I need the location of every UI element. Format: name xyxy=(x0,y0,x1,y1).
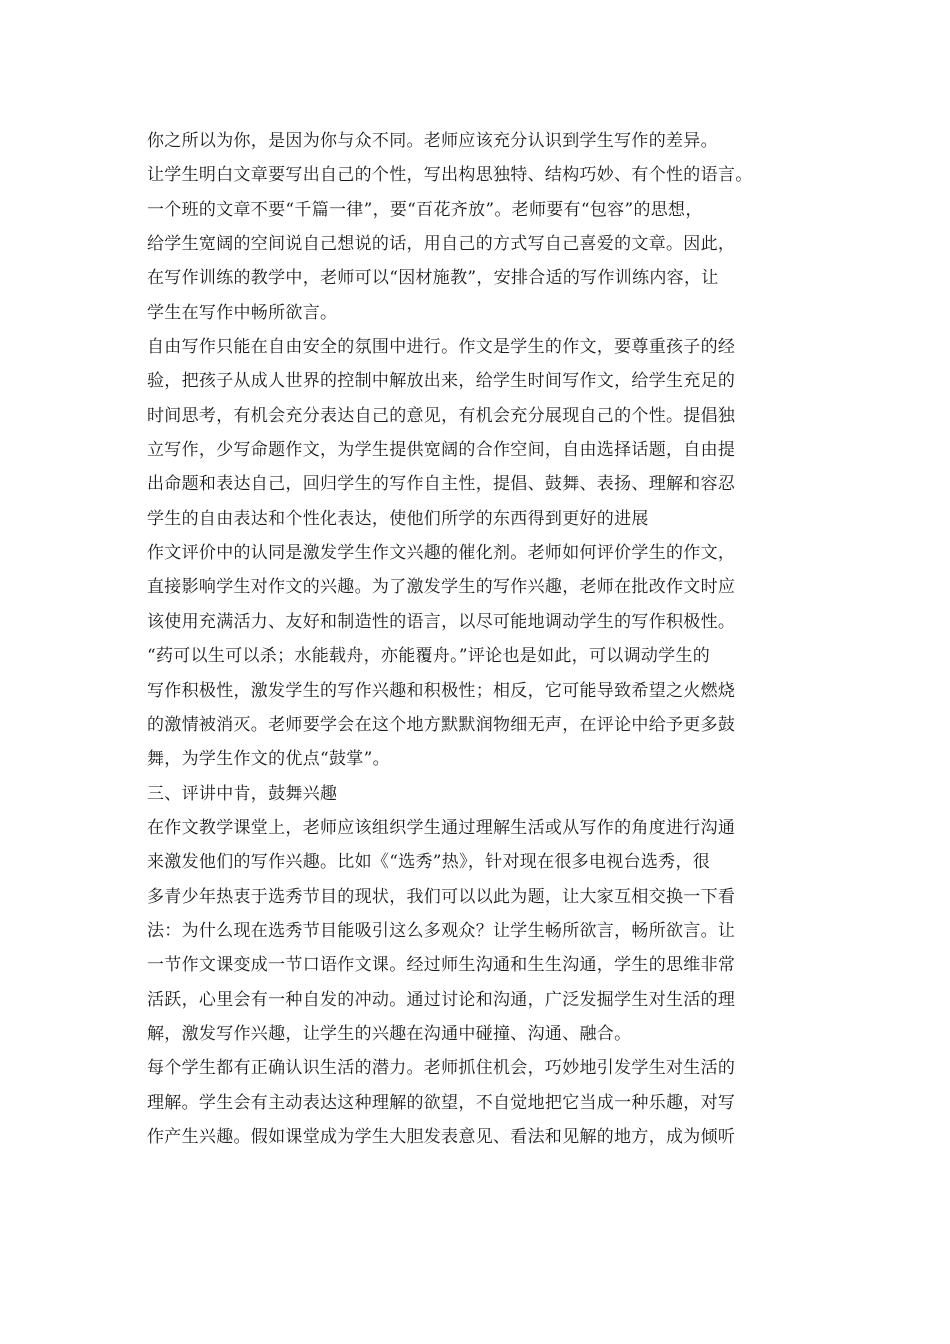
text-line: 解，激发写作兴趣，让学生的兴趣在沟通中碰撞、沟通、融合。 xyxy=(147,1023,632,1044)
text-line: 出命题和表达自己，回归学生的写作自主性，提倡、鼓舞、表扬、理解和容忍 xyxy=(147,474,736,495)
text-line: 来激发他们的写作兴趣。比如《“选秀”热》，针对现在很多电视台选秀，很 xyxy=(147,852,711,873)
text-line: 舞，为学生作文的优点“鼓掌”。 xyxy=(147,749,390,770)
text-line: 让学生明白文章要写出自己的个性，写出构思独特、结构巧妙、有个性的语言。 xyxy=(147,165,753,186)
text-line: 写作积极性，激发学生的写作兴趣和积极性；相反，它可能导致希望之火燃烧 xyxy=(147,680,736,701)
text-line: 验，把孩子从成人世界的控制中解放出来，给学生时间写作文，给学生充足的 xyxy=(147,371,736,392)
text-line: 一个班的文章不要“千篇一律”，要“百花齐放”。老师要有“包容”的思想， xyxy=(147,199,703,220)
text-line: 学生的自由表达和个性化表达，使他们所学的东西得到更好的进展 xyxy=(147,508,649,529)
text-line: 法：为什么现在选秀节目能吸引这么多观众？让学生畅所欲言，畅所欲言。让 xyxy=(147,920,736,941)
text-line: 一节作文课变成一节口语作文课。经过师生沟通和生生沟通，学生的思维非常 xyxy=(147,955,736,976)
text-line: 立写作，少写命题作文，为学生提供宽阔的合作空间，自由选择话题，自由提 xyxy=(147,440,736,461)
text-line: 作产生兴趣。假如课堂成为学生大胆发表意见、看法和见解的地方，成为倾听 xyxy=(147,1126,736,1147)
text-line: 的激情被消灭。老师要学会在这个地方默默润物细无声，在评论中给予更多鼓 xyxy=(147,714,736,735)
text-line: 你之所以为你，是因为你与众不同。老师应该充分认识到学生写作的差异。 xyxy=(147,131,718,151)
text-line: 自由写作只能在自由安全的氛围中进行。作文是学生的作文，要尊重孩子的经 xyxy=(147,337,736,358)
text-line: 每个学生都有正确认识生活的潜力。老师抓住机会，巧妙地引发学生对生活的 xyxy=(147,1058,736,1079)
text-line: 学生在写作中畅所欲言。 xyxy=(147,302,338,323)
text-line: 直接影响学生对作文的兴趣。为了激发学生的写作兴趣，老师在批改作文时应 xyxy=(147,577,736,598)
section-heading: 三、评讲中肯，鼓舞兴趣 xyxy=(147,783,338,804)
text-line: 在作文教学课堂上，老师应该组织学生通过理解生活或从写作的角度进行沟通 xyxy=(147,817,736,838)
text-line: 该使用充满活力、友好和制造性的语言，以尽可能地调动学生的写作积极性。 xyxy=(147,611,736,632)
text-line: 多青少年热衷于选秀节目的现状，我们可以以此为题，让大家互相交换一下看 xyxy=(147,886,736,907)
text-line: 在写作训练的教学中，老师可以“因材施教”，安排合适的写作训练内容，让 xyxy=(147,268,719,289)
text-line: “药可以生可以杀；水能载舟，亦能覆舟。”评论也是如此，可以调动学生的 xyxy=(147,646,711,667)
text-line: 给学生宽阔的空间说自己想说的话，用自己的方式写自己喜爱的文章。因此， xyxy=(147,234,736,255)
text-line: 作文评价中的认同是激发学生作文兴趣的催化剂。老师如何评价学生的作文， xyxy=(147,543,736,564)
text-line: 理解。学生会有主动表达这种理解的欲望，不自觉地把它当成一种乐趣，对写 xyxy=(147,1092,736,1113)
body-text xyxy=(147,124,807,1154)
text-line: 活跃，心里会有一种自发的冲动。通过讨论和沟通，广泛发掘学生对生活的理 xyxy=(147,989,736,1010)
text-line: 时间思考，有机会充分表达自己的意见，有机会充分展现自己的个性。提倡独 xyxy=(147,405,736,426)
